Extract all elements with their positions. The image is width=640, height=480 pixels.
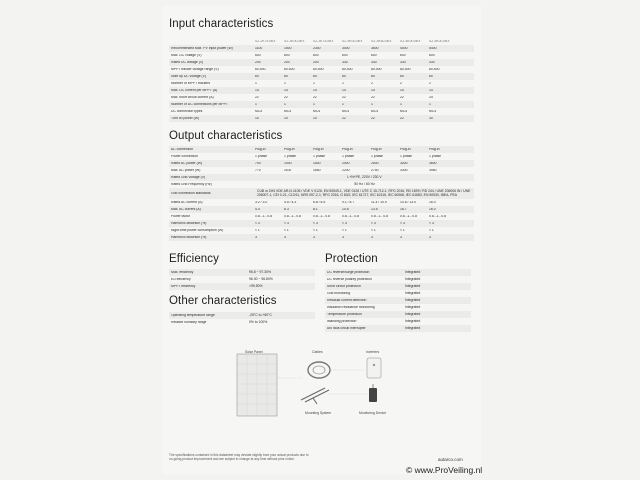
cell-value: 14 [429,88,433,92]
cell-value: 330 [429,60,435,64]
cell-value: 16.7 [400,207,407,211]
cell-value: 700 [255,161,261,165]
cell-value: 1 [313,81,315,85]
row-label: Grid monitoring [327,291,351,295]
cell-value: Plug-in [400,147,411,151]
cell-value: Plug-in [371,147,382,151]
cell-value: 22 [371,95,375,99]
table-row [169,167,474,174]
cell-value: Plug-in [429,147,440,151]
row-label: Arc fault circuit interrupter [327,326,366,330]
cables-icon [308,362,330,378]
cell-value: 22 [313,95,317,99]
cell-value: 16.0 [429,207,436,211]
monitoring-device-label: Monitoring Device [359,411,387,415]
cell-value: 1 [429,102,431,106]
cell-value: MC4 [400,109,408,113]
table-row [169,146,474,153]
row-label: Max. efficiency [171,270,194,274]
row-label: Max. AC power (W) [171,168,201,172]
table-row [169,283,315,290]
row-label: Number of MPPT trackers [171,81,211,85]
cell-value: 13.5 [371,207,378,211]
other-title: Other characteristics [169,295,277,307]
table-row [169,213,474,220]
other-table [169,312,315,326]
row-label: Rated AC power (W) [171,161,203,165]
cell-value: 60 [255,74,259,78]
model-header: SZ-3K75-MIX [313,39,334,43]
cell-value: 1650 [313,168,321,172]
table-row [169,206,474,213]
row-label: Temperature protection [327,312,362,316]
row-label: Harmonic distortion (%) [171,221,207,225]
cell-value: 10 [284,116,288,120]
cell-value: < 3 [255,221,260,225]
cell-value: 3600 [429,161,437,165]
cell-value: 60 [313,74,317,78]
table-row [169,115,474,122]
cell-value: 14 [400,88,404,92]
row-label: Islanding protection [327,319,357,323]
cell-value: < 3 [342,221,347,225]
cell-value: 1000 [284,161,292,165]
cell-value: 1 [284,102,286,106]
cell-value: 10.6 [342,207,349,211]
model-header: SZ-3K00-MIX [284,39,305,43]
cell-value: 3 [429,235,431,239]
cell-value: Integrated [405,283,421,288]
solar-panel-label: Solar Panel [245,350,263,354]
cell-value: 200 [284,60,290,64]
model-header: SZ-5K00-MIX [342,39,363,43]
cell-value: 3 [400,235,402,239]
cell-value: 1 phase [400,154,413,158]
cell-value: 80-500 [371,67,382,71]
model-header: SZ-3K60-MIX [371,39,392,43]
cell-value: 3 [371,235,373,239]
cell-value: 3 [284,235,286,239]
cell-value: 14 [284,88,288,92]
cell-value: 1 [342,102,344,106]
output-title: Output characteristics [169,130,283,142]
solar-panel-icon [237,354,277,416]
disclaimer-note: The specifications contained in this datasheet may deviate slightly from your actual products due to on-going product improvement and are subject to change at any time without prior notice. [169,453,309,461]
cell-value: 3 [255,235,257,239]
row-label: EU efficiency [171,277,191,281]
cell-value: 22 [284,95,288,99]
cell-value: 600 [313,53,319,57]
cell-value: < 3 [371,221,376,225]
cell-value: 80-500 [400,67,411,71]
row-label: Rated Grid Frequency (Hz) [171,182,212,186]
cell-value: 2300 [313,46,321,50]
cell-value: 96.30 ~ 96.80% [249,276,273,281]
cell-value: 24 [429,95,433,99]
cell-value: 1 [255,102,257,106]
model-header: SZ-4K00-MIX [400,39,421,43]
table-row [169,52,474,59]
table-row [169,269,315,276]
cell-value: MC4 [284,109,292,113]
cell-value: < 1 [284,228,289,232]
cell-value: 5400 [429,46,437,50]
row-label: Rated AC current (A) [171,200,203,204]
cell-value: 9.1 / 8.7 [342,200,355,204]
cell-value: 0.8...1...0.8 [371,214,388,218]
row-label: Power connection [171,154,198,158]
cell-value: 22 [400,116,404,120]
cell-value: 200 [313,60,319,64]
row-label: Short circuit protection [327,284,361,288]
table-row [325,325,471,332]
cell-value: 13.6 / 13.0 [400,200,417,204]
efficiency-title: Efficiency [169,253,220,265]
cell-value: 1500 [284,46,292,50]
cell-value: 3960 [429,168,437,172]
watermark: © www.ProVeiling.nl [406,465,483,475]
row-label: Night-time power consumption (W) [171,228,224,232]
cell-value: 60 [371,74,375,78]
row-label: Number of DC connections per MPPT [171,102,228,106]
cell-value: 600 [371,53,377,57]
cell-value: Plug-in [342,147,353,151]
cell-value: 4.5 / 4.3 [284,200,297,204]
system-diagram [233,348,418,424]
cell-value: 1 phase [429,154,442,158]
row-label: Turn on power (W) [171,116,200,120]
cell-value: 14 [313,88,317,92]
cell-value: 600 [429,53,435,57]
protection-table [325,269,471,332]
cell-value: -25°C to +60°C [249,312,272,317]
table-row [169,87,474,94]
table-row [169,234,474,241]
cell-value: CUB or DIN VDE AR-N 4105 / VDE V 0126, EN 50549-1, VDE 0126 / UTE C 15-712-1, RFG 2016, RD 1699 / RD 244 / UNE 206006 IN / UNE 206007-1, CEI 0-21, C10/11, NRS 097-2-1, RFG 2016, G 83/2, IEC 61727, IEC 62116, IEC 60068, IEC 61683, EN 50530, IBEA, PEA [257,188,471,197]
cell-value: MC4 [371,109,379,113]
cell-value: < 1 [371,228,376,232]
cell-value: 1100 [284,168,292,172]
table-row [169,94,474,101]
cell-value: 22 [255,95,259,99]
table-row [169,181,474,188]
table-row [325,311,471,318]
model-header: SZ-2K75-MIX [255,39,276,43]
cell-value: < 3 [400,221,405,225]
row-label: Rated Grid Voltage (V) [171,175,206,179]
cell-value: Integrated [405,304,421,309]
cell-value: 0.8...1...0.8 [400,214,417,218]
table-row [169,276,315,283]
cell-value: < 1 [400,228,405,232]
table-row [325,290,471,297]
table-row [325,318,471,325]
cell-value: 14 [342,88,346,92]
cell-value: 30 [429,116,433,120]
input-table [169,38,474,122]
efficiency-table [169,269,315,290]
cell-value: 1100 [255,46,263,50]
protection-title: Protection [325,253,378,265]
cell-value: 80-500 [342,67,353,71]
cell-value: 16.0 [429,200,436,204]
cell-value: 60 [284,74,288,78]
cell-value: 60 [429,74,433,78]
row-label: Harmonic distortion (%) [171,235,207,239]
cell-value: 22 [342,116,346,120]
cell-value: 3300 [400,168,408,172]
cell-value: 96.8 ~ 97.30% [249,269,271,274]
cell-value: < 3 [284,221,289,225]
cell-value: < 3 [429,221,434,225]
cell-value: 1 [400,102,402,106]
cables-label: Cables [312,350,323,354]
row-label: Grid connection standards [171,191,211,195]
table-row [169,45,474,52]
inverters-label: Inverters [366,350,380,354]
cell-value: 0.8...1...0.8 [284,214,301,218]
cell-value: Plug-in [284,147,295,151]
table-row [169,101,474,108]
cell-value: 14 [255,88,259,92]
cell-value: 200 [255,60,261,64]
row-label: Rated DC voltage (V) [171,60,204,64]
row-label: Start up DC voltage (V) [171,74,207,78]
table-row [169,220,474,227]
cell-value: 1 [284,81,286,85]
table-row [325,304,471,311]
cell-value: 770 [255,168,261,172]
cell-value: 22 [342,95,346,99]
table-row [169,59,474,66]
row-label: Operating temperature range [171,313,215,317]
row-label: MPPT efficiency [171,284,196,288]
cell-value: < 3 [313,221,318,225]
cell-value: 600 [284,53,290,57]
cell-value: 1 [371,102,373,106]
table-row [169,80,474,87]
cell-value: 0% to 100% [249,319,268,324]
cell-value: Plug-in [313,147,324,151]
cell-value: MC4 [255,109,263,113]
cell-value: < 1 [429,228,434,232]
cell-value: 330 [400,60,406,64]
cell-value: 2 [429,81,431,85]
table-row [169,319,315,326]
table-row [169,160,474,167]
cell-value: 22 [371,116,375,120]
cell-value: 3 [313,235,315,239]
table-row [169,312,315,319]
table-row [169,153,474,160]
cell-value: 1 [255,81,257,85]
cell-value: 11.4 / 10.9 [371,200,387,204]
cell-value: < 1 [313,228,318,232]
cell-value: 14 [371,88,375,92]
cell-value: 600 [400,53,406,57]
cell-value: 60-500 [284,67,295,71]
table-row [325,269,471,276]
output-table [169,146,474,241]
cell-value: 1 phase [284,154,297,158]
cell-value: 3000 [342,46,350,50]
cell-value: 60-500 [313,67,324,71]
cell-value: MC4 [313,109,321,113]
table-row [325,297,471,304]
cell-value: 6.3 [284,207,289,211]
row-label: Max. AC current (A) [171,207,201,211]
cell-value: 3000 [400,161,408,165]
row-label: AC connection [171,147,194,151]
cell-value: 0.8...1...0.8 [429,214,446,218]
row-label: Max. DC voltage (V) [171,53,202,57]
cell-value: 1 phase [313,154,326,158]
cell-value: 1 phase [342,154,355,158]
cell-value: 600 [255,53,261,57]
table-row [169,73,474,80]
cell-value: 2000 [342,161,350,165]
cell-value: 2 [371,81,373,85]
table-row [169,227,474,234]
cell-value: 22 [400,95,404,99]
table-row [169,188,474,199]
cell-value: 80-500 [429,67,440,71]
row-label: DC reverse polarity protection [327,277,372,281]
datasheet-page [163,6,481,474]
cell-value: 2 [400,81,402,85]
cell-value: 0.8...1...0.8 [255,214,272,218]
row-label: Insulation resistance monitoring [327,305,375,309]
cell-value: 10 [313,116,317,120]
cell-value: 330 [371,60,377,64]
cell-value: >99.50% [249,283,263,288]
row-label: Power factor [171,214,191,218]
cell-value: 1 [342,81,344,85]
cell-value: Integrated [405,318,421,323]
row-label: DC connection types [171,109,203,113]
cell-value: 60 [400,74,404,78]
table-row [169,66,474,73]
cell-value: Integrated [405,311,421,316]
cell-value: 1 phase [255,154,268,158]
input-title: Input characteristics [169,18,274,30]
cell-value: 2750 [371,168,379,172]
row-label: Max. short circuit current (A) [171,95,214,99]
table-row [169,199,474,206]
model-header: SZ-5K00-MIX [429,39,450,43]
mounting-system-icon [301,388,329,404]
cell-value: 3600 [371,46,379,50]
cell-value: 0.8...1...0.8 [342,214,359,218]
input-header-row [169,38,474,45]
cell-value: Integrated [405,325,421,330]
cell-value: 6.8 / 6.5 [313,200,326,204]
cell-value: < 1 [342,228,347,232]
row-label: DC reverse/surge protection [327,270,370,274]
row-label: Max. DC current per MPPT (A) [171,88,218,92]
cell-value: 60 [342,74,346,78]
cell-value: Integrated [405,276,421,281]
cell-value: 0.8...1...0.8 [313,214,330,218]
cell-value: 10 [255,116,259,120]
cell-value: 1 phase [371,154,384,158]
cell-value: 2200 [342,168,350,172]
table-row [325,276,471,283]
cell-value: 3 [342,235,344,239]
row-label: MPPT tracker voltage range (V) [171,67,219,71]
cell-value: 8.1 [313,207,318,211]
cell-value: Integrated [405,290,421,295]
cell-value: 330 [342,60,348,64]
cell-value: MC4 [342,109,350,113]
table-row [169,174,474,181]
cell-value: Integrated [405,297,421,302]
website-link[interactable]: autarco.com [438,457,463,462]
row-label: Recommended Max. PV Input power (W) [171,46,233,50]
row-label: Relative humidity range [171,320,207,324]
cell-value: 1500 [313,161,321,165]
cell-value: 50 Hz / 60 Hz [354,181,375,186]
cell-value: 4000 [400,46,408,50]
cell-value: 60-500 [255,67,266,71]
mounting-system-label: Mounting System [305,411,332,415]
cell-value: Integrated [405,269,421,274]
cell-value: 2500 [371,161,379,165]
cell-value: 4.4 [255,207,260,211]
cell-value: 3.2 / 3.0 [255,200,268,204]
cell-value: 1 [313,102,315,106]
row-label: Residual current detection [327,298,367,302]
monitoring-device-icon [369,384,377,402]
table-row [325,283,471,290]
cell-value: L+N+PE, 220V / 230 V [347,174,382,179]
cell-value: 600 [342,53,348,57]
table-row [169,108,474,115]
cell-value: Plug-in [255,147,266,151]
cell-value: MC4 [429,109,437,113]
inverter-icon [367,358,381,378]
cell-value: < 1 [255,228,260,232]
